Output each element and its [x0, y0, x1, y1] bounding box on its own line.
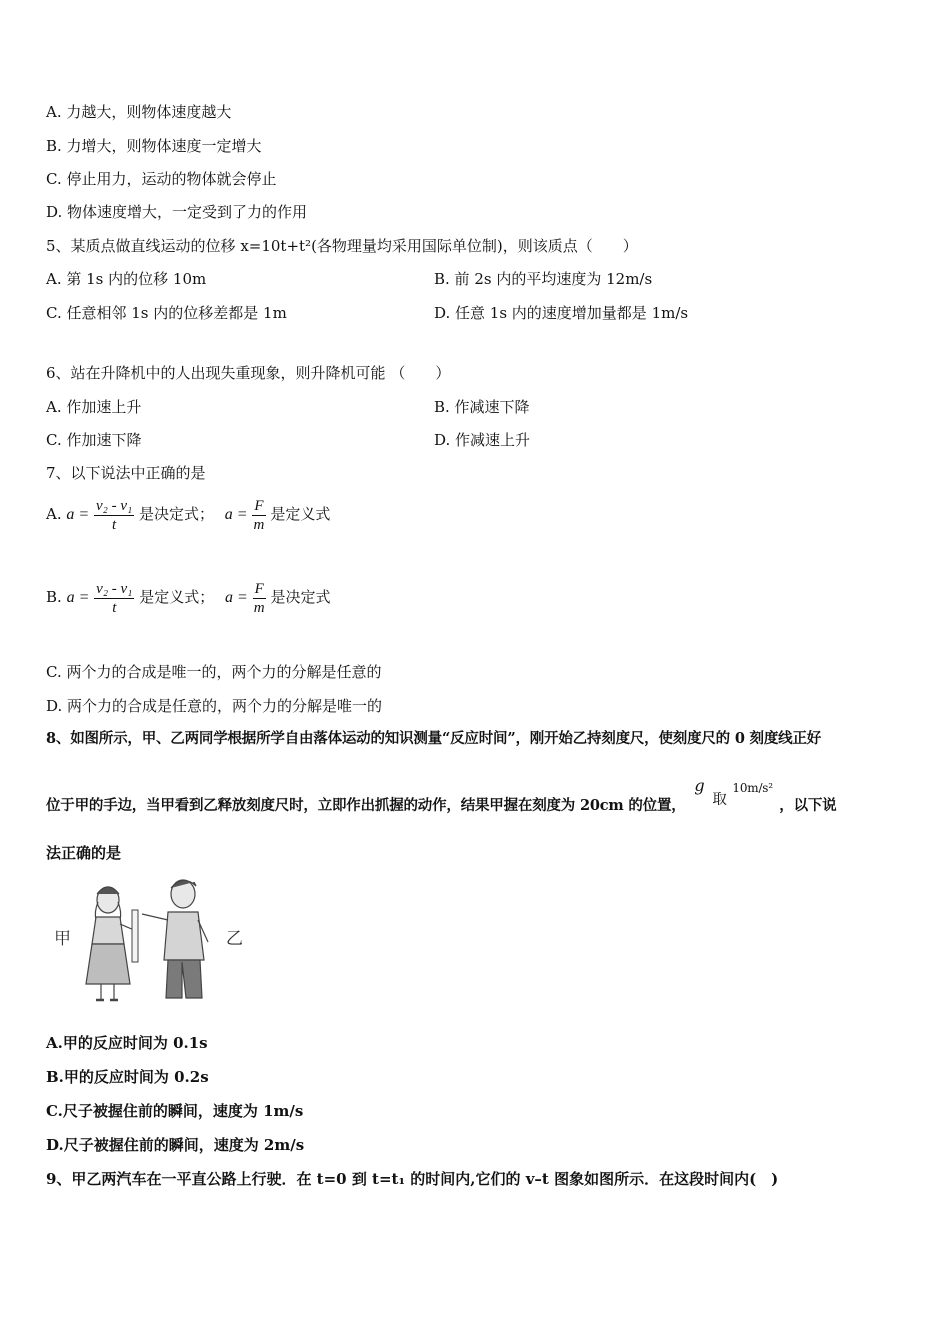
q5-option-b: B. 前 2s 内的平均速度为 12m/s	[434, 270, 653, 288]
q5-stem: 5、某质点做直线运动的位移 x=10t+t²(各物理量均采用国际单位制)，则该质点（ ）	[46, 237, 638, 255]
label-jia: 甲	[54, 929, 71, 949]
q9-stem: 9、甲乙两汽车在一平直公路上行驶．在 t=0 到 t=t₁ 的时间内,它们的 v–t 图象如图所示．在这段时间内( )	[46, 1170, 779, 1188]
q5-option-a: A. 第 1s 内的位移 10m	[46, 270, 207, 288]
ruler-shape	[132, 910, 138, 962]
fraction-numerator: v₂ - v₁	[95, 497, 133, 514]
q7-a-text1: 是决定式；	[139, 505, 215, 523]
g-expression	[690, 776, 774, 810]
fraction-force	[253, 580, 266, 617]
fraction-denominator: m	[253, 516, 265, 533]
formula-accel-1: a =	[66, 589, 90, 606]
fraction-velocity	[94, 497, 134, 534]
boy-figure	[142, 880, 208, 998]
q7-stem: 7、以下说法中正确的是	[46, 464, 206, 482]
q7-option-a	[46, 496, 330, 534]
reaction-time-figure	[46, 872, 256, 1007]
q8-stem-line1: 8、如图所示，甲、乙两同学根据所学自由落体运动的知识测量“反应时间”，刚开始乙持刻度尺，使刻度尺的 0 刻度线正好	[46, 730, 822, 747]
q7-option-d: D. 两个力的合成是任意的，两个力的分解是唯一的	[46, 697, 383, 715]
q8-stem-line2	[46, 776, 837, 816]
q6-option-d: D. 作减速上升	[434, 431, 531, 449]
q4-option-d: D. 物体速度增大，一定受到了力的作用	[46, 203, 308, 221]
fraction-force	[252, 497, 265, 534]
fraction-velocity	[94, 580, 134, 617]
take-word: 取	[712, 792, 727, 808]
q8-line2b: ，以下说	[779, 797, 837, 814]
formula-accel-1: a =	[66, 506, 90, 523]
fraction-numerator: F	[254, 497, 264, 514]
q8-stem-line3: 法正确的是	[46, 844, 122, 862]
fraction-denominator: m	[253, 599, 265, 616]
q6-option-a: A. 作加速上升	[46, 398, 142, 416]
q4-option-b: B. 力增大，则物体速度一定增大	[46, 137, 262, 155]
q6-option-c: C. 作加速下降	[46, 431, 142, 449]
fraction-denominator: t	[112, 516, 117, 533]
q5-option-c: C. 任意相邻 1s 内的位移差都是 1m	[46, 304, 287, 322]
q7-a-text2: 是定义式	[270, 505, 331, 523]
g-symbol: g	[694, 776, 705, 795]
q7-option-b-label: B.	[46, 588, 62, 606]
q8-option-d: D.尺子被握住前的瞬间，速度为 2m/s	[46, 1136, 305, 1154]
q8-option-b: B.甲的反应时间为 0.2s	[46, 1068, 209, 1086]
q4-option-c: C. 停止用力，运动的物体就会停止	[46, 170, 277, 188]
formula-accel-2: a =	[224, 506, 248, 523]
label-yi: 乙	[226, 929, 243, 949]
fraction-denominator: t	[112, 599, 117, 616]
q6-option-b: B. 作减速下降	[434, 398, 530, 416]
q8-option-a: A.甲的反应时间为 0.1s	[46, 1034, 208, 1052]
q7-option-a-label: A.	[46, 505, 62, 523]
q6-stem: 6、站在升降机中的人出现失重现象，则升降机可能 （ ）	[46, 364, 451, 382]
g-value: 10m/s²	[732, 781, 773, 795]
q8-option-c: C.尺子被握住前的瞬间，速度为 1m/s	[46, 1102, 304, 1120]
q7-b-text1: 是定义式；	[139, 588, 215, 606]
q4-option-a: A. 力越大，则物体速度越大	[46, 103, 232, 121]
q7-b-text2: 是决定式	[270, 588, 331, 606]
q7-option-c: C. 两个力的合成是唯一的，两个力的分解是任意的	[46, 663, 382, 681]
girl-figure	[86, 887, 134, 1000]
fraction-numerator: F	[254, 580, 264, 597]
q7-option-b	[46, 579, 331, 617]
formula-accel-2: a =	[224, 589, 248, 606]
q5-option-d: D. 任意 1s 内的速度增加量都是 1m/s	[434, 304, 689, 322]
q8-line2a: 位于甲的手边，当甲看到乙释放刻度尺时，立即作出抓握的动作，结果甲握在刻度为 20cm 的位置，	[46, 797, 686, 814]
students-illustration	[46, 872, 256, 1007]
fraction-numerator: v₂ - v₁	[96, 580, 133, 597]
